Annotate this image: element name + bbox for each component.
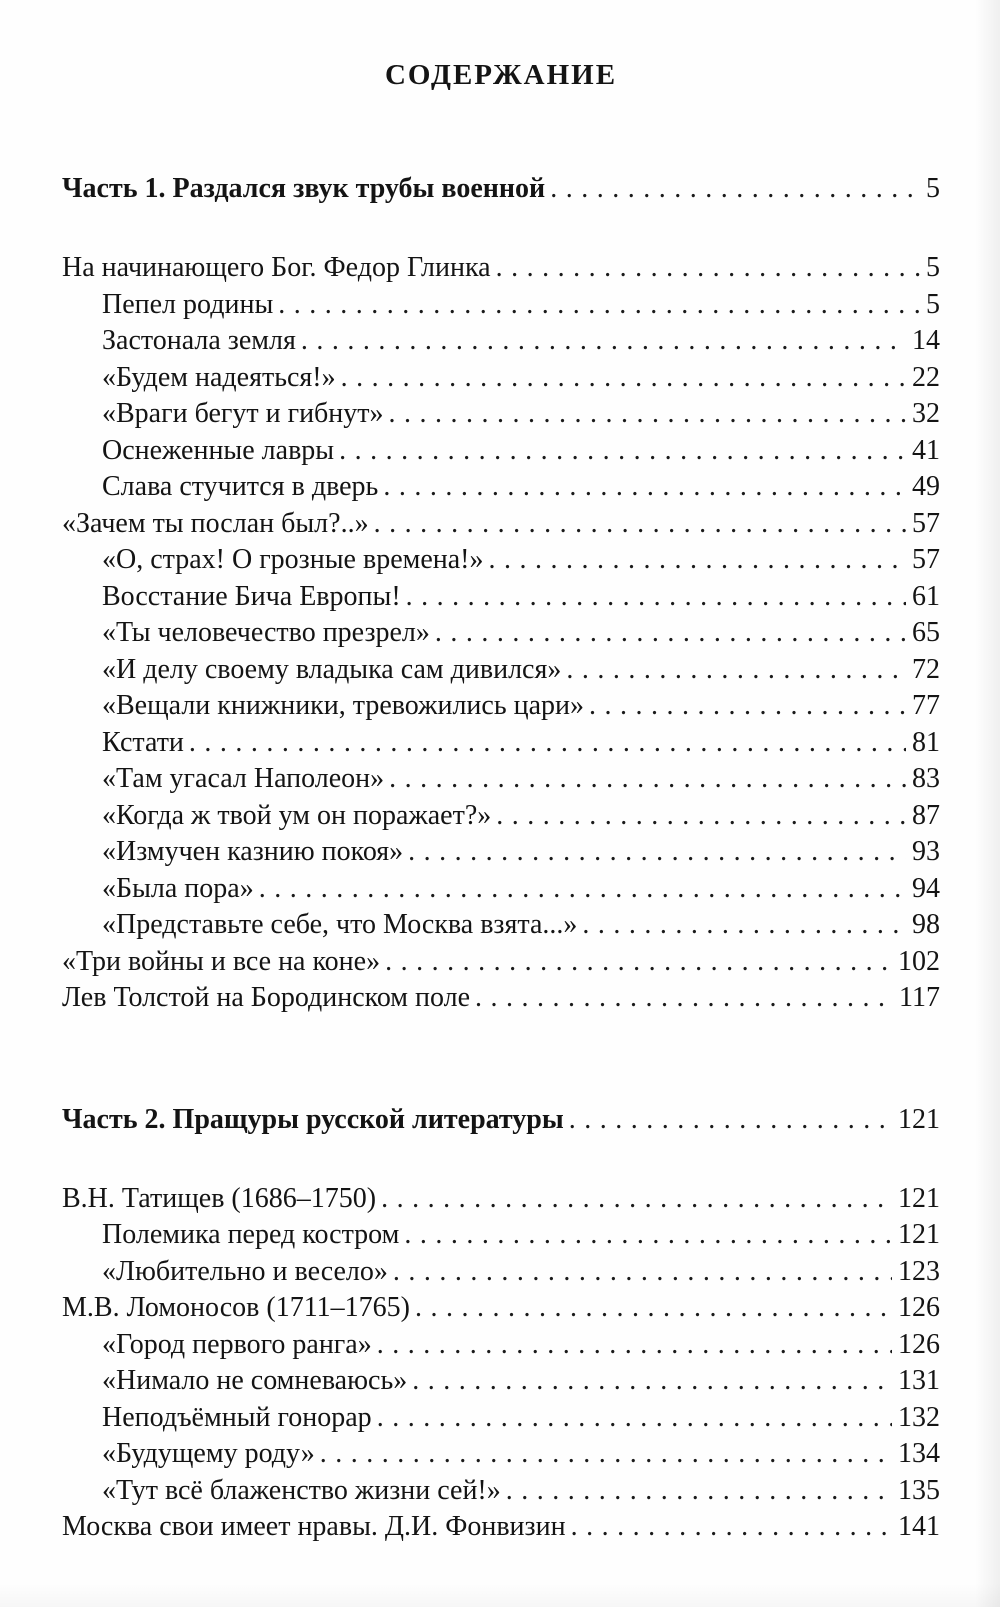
entry-label: «Будем надеяться!» (102, 361, 336, 393)
toc-entry-row (62, 542, 940, 579)
dot-leader (380, 944, 892, 981)
entry-page-number: 126 (898, 1328, 940, 1360)
toc-entry-row (62, 944, 940, 981)
toc-entry-row (62, 834, 940, 871)
dot-leader (566, 1509, 892, 1546)
toc-entry-row (62, 725, 940, 762)
dot-leader (584, 688, 906, 725)
dot-leader (401, 579, 906, 616)
entry-page-number: 102 (898, 945, 940, 977)
toc-entry-row (62, 761, 940, 798)
entry-label: «Там угасал Наполеон» (102, 763, 385, 794)
dot-leader (407, 1363, 892, 1400)
entry-label: Восстание Бича Европы! (102, 580, 401, 612)
toc-entry-row (62, 907, 940, 944)
entry-label: Неподъёмный гонорар (102, 1401, 372, 1433)
entry-page-number: 14 (912, 325, 940, 356)
dot-leader (384, 761, 906, 798)
entry-page-number: 22 (912, 361, 940, 393)
entry-label: Москва свои имеет нравы. Д.И. Фонвизин (62, 1511, 566, 1542)
toc-entry-row (62, 1217, 940, 1254)
entry-label: «Когда ж твой ум он поражает?» (102, 799, 492, 831)
toc-entry-row (62, 360, 940, 397)
dot-leader (501, 1473, 892, 1510)
dot-leader (470, 980, 893, 1017)
toc-entry-row (62, 1400, 940, 1437)
dot-leader (184, 725, 906, 762)
entry-page-number: 72 (912, 653, 940, 685)
entry-label: «Три войны и все на коне» (62, 945, 381, 977)
dot-leader (410, 1290, 892, 1327)
toc-entry-row (62, 433, 940, 470)
entry-label: «Представьте себе, что Москва взята...» (102, 909, 578, 940)
dot-leader (376, 1181, 892, 1218)
toc-section-heading-row (62, 1101, 940, 1139)
toc-entry-row (62, 506, 940, 543)
entry-label: Кстати (102, 726, 184, 758)
entry-page-number: 5 (926, 173, 940, 204)
toc-entry-row (62, 323, 940, 360)
entry-page-number: 126 (898, 1292, 940, 1323)
dot-leader (491, 798, 906, 835)
entry-label: Полемика перед костром (102, 1219, 400, 1250)
entry-page-number: 121 (898, 1103, 940, 1135)
toc-entry-row (62, 396, 940, 433)
dot-leader (296, 323, 906, 360)
entry-label: «Измучен казнию покоя» (102, 836, 404, 867)
toc-entry-row (62, 1290, 940, 1327)
entry-page-number: 87 (912, 799, 940, 831)
entry-page-number: 117 (899, 982, 940, 1013)
toc-entry-row (62, 1473, 940, 1510)
toc-entry-row (62, 1254, 940, 1291)
entry-page-number: 5 (926, 252, 940, 283)
entry-label: «Нимало не сомневаюсь» (102, 1365, 408, 1396)
toc-section-heading-row (62, 170, 940, 208)
entry-page-number: 81 (912, 726, 940, 758)
dot-leader (315, 1436, 892, 1473)
dot-leader (484, 542, 907, 579)
entry-page-number: 61 (912, 580, 940, 612)
entry-page-number: 83 (912, 763, 940, 794)
entry-label: «Любительно и весело» (102, 1255, 388, 1287)
dot-leader (336, 360, 906, 397)
dot-leader (388, 1254, 892, 1291)
toc-entry-row (62, 871, 940, 908)
entry-page-number: 121 (898, 1219, 940, 1250)
dot-leader (399, 1217, 892, 1254)
entry-page-number: 41 (912, 434, 940, 466)
toc-entry-row (62, 1363, 940, 1400)
entry-label: «Зачем ты послан был?..» (62, 507, 369, 539)
dot-leader (384, 396, 906, 433)
toc-entry-row (62, 798, 940, 835)
entry-label: На начинающего Бог. Федор Глинка (62, 252, 491, 283)
entry-label: Застонала земля (102, 325, 296, 356)
entry-label: В.Н. Татищев (1686–1750) (62, 1182, 377, 1214)
entry-label: «Город первого ранга» (102, 1328, 372, 1360)
dot-leader (430, 615, 906, 652)
section-heading-label: Часть 1. Раздался звук трубы военной (62, 173, 546, 204)
toc-section (62, 170, 940, 1017)
entry-label: «О, страх! О грозные времена!» (102, 544, 484, 575)
dot-leader (369, 506, 906, 543)
toc-section (62, 1101, 940, 1546)
toc-entry-row (62, 250, 940, 287)
entry-label: «И делу своему владыка сам дивился» (102, 653, 562, 685)
entry-label: Слава стучится в дверь (102, 471, 379, 502)
entry-page-number: 98 (912, 909, 940, 940)
toc-sections (62, 170, 940, 1546)
entry-page-number: 93 (912, 836, 940, 867)
dot-leader (545, 170, 920, 208)
entry-page-number: 135 (898, 1474, 940, 1506)
entry-page-number: 5 (926, 288, 940, 320)
entry-page-number: 131 (898, 1365, 940, 1396)
entry-page-number: 77 (912, 690, 940, 721)
entry-label: Пепел родины (102, 288, 274, 320)
entry-page-number: 32 (912, 398, 940, 429)
dot-leader (273, 287, 920, 324)
entry-page-number: 94 (912, 872, 940, 904)
dot-leader (403, 834, 906, 871)
entry-label: «Была пора» (102, 872, 254, 904)
toc-entry-row (62, 652, 940, 689)
entry-page-number: 132 (898, 1401, 940, 1433)
entry-page-number: 57 (912, 544, 940, 575)
dot-leader (491, 250, 920, 287)
entry-label: «Вещали книжники, тревожились цари» (102, 690, 584, 721)
entry-page-number: 123 (898, 1255, 940, 1287)
page-title: СОДЕРЖАНИЕ (384, 59, 618, 91)
dot-leader (564, 1101, 892, 1139)
toc-entry-row (62, 1327, 940, 1364)
entry-label: «Тут всё блаженство жизни сей!» (102, 1474, 501, 1506)
entry-label: Лев Толстой на Бородинском поле (62, 982, 471, 1013)
entry-page-number: 65 (912, 617, 940, 648)
dot-leader (334, 433, 906, 470)
dot-leader (254, 871, 906, 908)
entry-page-number: 121 (898, 1182, 940, 1214)
entry-page-number: 49 (912, 471, 940, 502)
entry-label: «Враги бегут и гибнут» (102, 398, 384, 429)
entry-page-number: 141 (898, 1511, 940, 1542)
dot-leader (372, 1400, 892, 1437)
entry-page-number: 57 (912, 507, 940, 539)
toc-entry-row (62, 1181, 940, 1218)
toc-entry-row (62, 615, 940, 652)
entry-page-number: 134 (898, 1438, 940, 1469)
toc-entry-row (62, 688, 940, 725)
toc-entry-row (62, 1509, 940, 1546)
toc-entry-row (62, 980, 940, 1017)
section-heading-label: Часть 2. Пращуры русской литературы (62, 1103, 564, 1135)
dot-leader (378, 469, 906, 506)
entry-label: Оснеженные лавры (102, 434, 335, 466)
toc-entry-row (62, 287, 940, 324)
dot-leader (577, 907, 906, 944)
toc-entry-row (62, 469, 940, 506)
entry-label: «Ты человечество презрел» (102, 617, 430, 648)
dot-leader (372, 1327, 892, 1364)
entry-label: «Будущему роду» (102, 1438, 315, 1469)
entry-label: М.В. Ломоносов (1711–1765) (62, 1292, 410, 1323)
dot-leader (561, 652, 906, 689)
toc-entry-row (62, 579, 940, 616)
toc-entry-row (62, 1436, 940, 1473)
